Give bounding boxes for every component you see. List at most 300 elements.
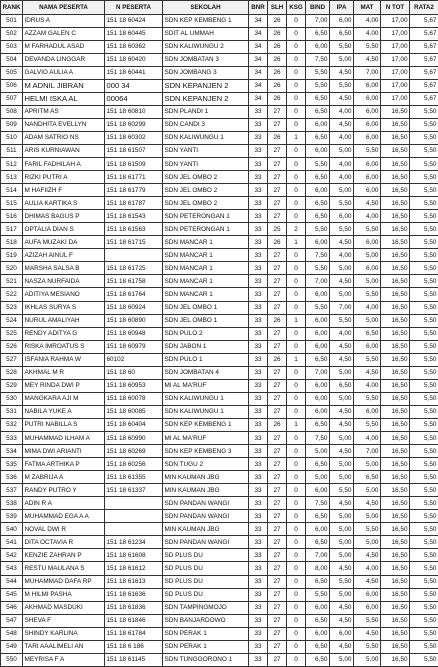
mat-score-cell: 4,50 [354, 197, 381, 210]
blank-cell: 0 [287, 445, 306, 458]
name-cell: NURUL AMALIYAH [23, 314, 105, 327]
ipa-score-cell: 4,50 [330, 275, 354, 288]
ipa-score-cell: 5,50 [330, 79, 354, 92]
mat-score-cell: 5,00 [354, 458, 381, 471]
table-row [1, 105, 438, 118]
mat-score-cell: 6,00 [354, 601, 381, 614]
mat-score-cell: 6,00 [354, 184, 381, 197]
table-row [1, 118, 438, 131]
total-score-cell: 16,50 [381, 614, 410, 627]
blank-cell: 0 [287, 301, 306, 314]
wrong-cell: 26 [268, 53, 287, 66]
total-score-cell: 16,50 [381, 471, 410, 484]
name-cell: AZZAM GALEN C [23, 27, 105, 40]
participant-no-cell: 151 18 61779 [105, 184, 163, 197]
wrong-cell: 27 [268, 445, 287, 458]
mat-score-cell: 6,00 [354, 236, 381, 249]
ipa-score-cell: 4,50 [330, 614, 354, 627]
wrong-cell: 26 [268, 40, 287, 53]
participant-no-cell: 151 18 60424 [105, 14, 163, 27]
school-cell: SDN JOMBATAN 4 [163, 366, 249, 379]
blank-cell: 0 [287, 484, 306, 497]
average-cell: 5,50 [410, 562, 438, 575]
bind-score-cell: 6,00 [306, 405, 330, 418]
name-cell: RESTU MAULANA S [23, 562, 105, 575]
header-row [1, 1, 438, 15]
mat-score-cell: 4,00 [354, 14, 381, 27]
rank-cell: 528 [1, 366, 23, 379]
average-cell: 5,50 [410, 144, 438, 157]
correct-cell: 33 [249, 536, 268, 549]
wrong-cell: 27 [268, 210, 287, 223]
participant-no-cell: 151 18 60404 [105, 418, 163, 431]
blank-cell: 1 [287, 418, 306, 431]
rank-cell: 523 [1, 301, 23, 314]
total-score-cell: 16,50 [381, 327, 410, 340]
ipa-score-cell: 4,50 [330, 353, 354, 366]
ipa-score-cell: 5,00 [330, 262, 354, 275]
name-cell: M ADNIL JIBRAN [23, 79, 105, 92]
mat-score-cell: 6,00 [354, 340, 381, 353]
table-row [1, 197, 438, 210]
name-cell: MANGKARA AJI M [23, 392, 105, 405]
correct-cell: 33 [249, 484, 268, 497]
bind-score-cell: 5,50 [306, 262, 330, 275]
table-row [1, 562, 438, 575]
average-cell: 5,50 [410, 653, 438, 666]
rank-cell: 522 [1, 288, 23, 301]
school-cell: SDN KEP KEMBENG 3 [163, 445, 249, 458]
bind-score-cell: 6,50 [306, 458, 330, 471]
total-score-cell: 16,50 [381, 314, 410, 327]
participant-no-cell: 151 18 61145 [105, 653, 163, 666]
correct-cell: 33 [249, 353, 268, 366]
name-cell: MUHAMMAD ILHAM A [23, 432, 105, 445]
mat-score-cell: 6,00 [354, 131, 381, 144]
wrong-cell: 27 [268, 497, 287, 510]
rank-cell: 524 [1, 314, 23, 327]
average-cell: 5,50 [410, 627, 438, 640]
total-score-cell: 17,00 [381, 40, 410, 53]
blank-cell: 0 [287, 171, 306, 184]
mat-score-cell: 5,50 [354, 418, 381, 431]
total-score-cell: 16,50 [381, 653, 410, 666]
wrong-cell: 27 [268, 588, 287, 601]
bind-score-cell: 6,00 [306, 601, 330, 614]
rank-cell: 501 [1, 14, 23, 27]
mat-score-cell: 6,00 [354, 105, 381, 118]
participant-no-cell: 151 18 61787 [105, 197, 163, 210]
average-cell: 5,67 [410, 27, 438, 40]
name-cell: MUHAMMAD EGA A A [23, 510, 105, 523]
name-cell: PUTRI NABILLA S [23, 418, 105, 431]
header-school: SEKOLAH [163, 1, 249, 15]
mat-score-cell: 6,00 [354, 92, 381, 105]
bind-score-cell: 6,50 [306, 614, 330, 627]
table-row [1, 379, 438, 392]
school-cell: MIN KAUMAN JBG [163, 471, 249, 484]
name-cell: RANDY PUTRO Y [23, 484, 105, 497]
average-cell: 5,50 [410, 445, 438, 458]
table-row [1, 327, 438, 340]
average-cell: 5,50 [410, 197, 438, 210]
participant-no-cell: 151 18 60078 [105, 392, 163, 405]
correct-cell: 33 [249, 392, 268, 405]
average-cell: 5,50 [410, 640, 438, 653]
blank-cell: 0 [287, 653, 306, 666]
mat-score-cell: 5,50 [354, 144, 381, 157]
participant-no-cell: 151 18 6 186 [105, 640, 163, 653]
correct-cell: 33 [249, 171, 268, 184]
correct-cell: 34 [249, 92, 268, 105]
table-row [1, 523, 438, 536]
correct-cell: 33 [249, 301, 268, 314]
average-cell: 5,67 [410, 14, 438, 27]
table-row [1, 236, 438, 249]
table-row [1, 484, 438, 497]
wrong-cell: 27 [268, 184, 287, 197]
total-score-cell: 16,50 [381, 562, 410, 575]
mat-score-cell: 6,50 [354, 471, 381, 484]
table-row [1, 288, 438, 301]
average-cell: 5,50 [410, 510, 438, 523]
ipa-score-cell: 4,00 [330, 249, 354, 262]
wrong-cell: 27 [268, 392, 287, 405]
correct-cell: 33 [249, 510, 268, 523]
blank-cell: 0 [287, 275, 306, 288]
participant-no-cell: 151 18 61636 [105, 588, 163, 601]
mat-score-cell: 4,50 [354, 549, 381, 562]
wrong-cell: 27 [268, 301, 287, 314]
average-cell: 5,50 [410, 523, 438, 536]
mat-score-cell: 4,00 [354, 301, 381, 314]
total-score-cell: 16,50 [381, 118, 410, 131]
wrong-cell: 27 [268, 197, 287, 210]
rank-cell: 508 [1, 105, 23, 118]
rank-cell: 503 [1, 40, 23, 53]
mat-score-cell: 5,50 [354, 353, 381, 366]
average-cell: 5,50 [410, 184, 438, 197]
rank-cell: 509 [1, 118, 23, 131]
average-cell: 5,50 [410, 614, 438, 627]
name-cell: ARIS KURNIAWAN [23, 144, 105, 157]
participant-no-cell: 151 18 60299 [105, 118, 163, 131]
table-row [1, 405, 438, 418]
name-cell: FATMA ARTHIKA P [23, 458, 105, 471]
name-cell: AUFA MUZAKI DA [23, 236, 105, 249]
header-wrong: SLH [268, 1, 287, 15]
ipa-score-cell: 5,50 [330, 484, 354, 497]
blank-cell: 1 [287, 314, 306, 327]
average-cell: 5,67 [410, 66, 438, 79]
average-cell: 5,50 [410, 366, 438, 379]
wrong-cell: 27 [268, 575, 287, 588]
name-cell: OPTALIA DIAN S [23, 223, 105, 236]
ipa-score-cell: 5,00 [330, 144, 354, 157]
school-cell: SDN KEP KEMBENG 1 [163, 418, 249, 431]
blank-cell: 0 [287, 79, 306, 92]
rank-cell: 531 [1, 405, 23, 418]
bind-score-cell: 5,50 [306, 79, 330, 92]
wrong-cell: 27 [268, 288, 287, 301]
total-score-cell: 16,50 [381, 353, 410, 366]
total-score-cell: 16,50 [381, 497, 410, 510]
school-cell: SDN KALIWUNGU 1 [163, 392, 249, 405]
name-cell: AZIZAH AINUL F [23, 249, 105, 262]
bind-score-cell: 6,00 [306, 184, 330, 197]
rank-cell: 543 [1, 562, 23, 575]
total-score-cell: 17,00 [381, 92, 410, 105]
total-score-cell: 16,50 [381, 432, 410, 445]
school-cell: SDN PANDAN WANGI [163, 536, 249, 549]
average-cell: 5,50 [410, 158, 438, 171]
correct-cell: 33 [249, 445, 268, 458]
correct-cell: 33 [249, 131, 268, 144]
total-score-cell: 16,50 [381, 523, 410, 536]
mat-score-cell: 4,50 [354, 53, 381, 66]
total-score-cell: 16,50 [381, 262, 410, 275]
ipa-score-cell: 4,50 [330, 445, 354, 458]
school-cell: SDN TUNGGORONO 1 [163, 653, 249, 666]
wrong-cell: 26 [268, 131, 287, 144]
blank-cell: 0 [287, 158, 306, 171]
school-cell: MI AL MA'RUF [163, 432, 249, 445]
wrong-cell: 27 [268, 405, 287, 418]
bind-score-cell: 6,00 [306, 314, 330, 327]
bind-score-cell: 5,50 [306, 66, 330, 79]
correct-cell: 33 [249, 601, 268, 614]
participant-no-cell: 151 18 60441 [105, 66, 163, 79]
participant-no-cell: 151 18 61784 [105, 627, 163, 640]
name-cell: RIZKI PUTRI A [23, 171, 105, 184]
average-cell: 5,50 [410, 575, 438, 588]
participant-no-cell: 151 18 60362 [105, 40, 163, 53]
name-cell: NABILA YUKE A [23, 405, 105, 418]
participant-no-cell: 151 18 61337 [105, 484, 163, 497]
ipa-score-cell: 4,50 [330, 640, 354, 653]
correct-cell: 33 [249, 627, 268, 640]
school-cell: SDN MANCAR 1 [163, 275, 249, 288]
school-cell: SDN JOMBATAN 3 [163, 53, 249, 66]
total-score-cell: 16,50 [381, 445, 410, 458]
bind-score-cell: 6,00 [306, 340, 330, 353]
wrong-cell: 27 [268, 366, 287, 379]
table-row [1, 144, 438, 157]
blank-cell: 1 [287, 353, 306, 366]
total-score-cell: 16,50 [381, 418, 410, 431]
rank-cell: 538 [1, 497, 23, 510]
ipa-score-cell: 5,00 [330, 288, 354, 301]
mat-score-cell: 6,00 [354, 405, 381, 418]
average-cell: 5,50 [410, 340, 438, 353]
bind-score-cell: 6,00 [306, 484, 330, 497]
mat-score-cell: 4,00 [354, 562, 381, 575]
blank-cell: 0 [287, 118, 306, 131]
mat-score-cell: 5,50 [354, 40, 381, 53]
mat-score-cell: 6,00 [354, 171, 381, 184]
name-cell: SHEVA F [23, 614, 105, 627]
mat-score-cell: 5,50 [354, 392, 381, 405]
average-cell: 5,50 [410, 223, 438, 236]
average-cell: 5,50 [410, 262, 438, 275]
correct-cell: 33 [249, 105, 268, 118]
mat-score-cell: 4,00 [354, 27, 381, 40]
total-score-cell: 17,00 [381, 53, 410, 66]
wrong-cell: 26 [268, 79, 287, 92]
bind-score-cell: 6,50 [306, 510, 330, 523]
wrong-cell: 27 [268, 340, 287, 353]
rank-cell: 547 [1, 614, 23, 627]
total-score-cell: 16,50 [381, 275, 410, 288]
wrong-cell: 26 [268, 353, 287, 366]
correct-cell: 33 [249, 288, 268, 301]
participant-no-cell: 151 18 61355 [105, 471, 163, 484]
wrong-cell: 27 [268, 171, 287, 184]
average-cell: 5,50 [410, 301, 438, 314]
rank-cell: 549 [1, 640, 23, 653]
header-total: N TOT [381, 1, 410, 15]
mat-score-cell: 6,00 [354, 158, 381, 171]
blank-cell: 0 [287, 379, 306, 392]
correct-cell: 34 [249, 79, 268, 92]
bind-score-cell: 6,00 [306, 40, 330, 53]
name-cell: KENZIE ZAHRAN P [23, 549, 105, 562]
correct-cell: 33 [249, 158, 268, 171]
correct-cell: 33 [249, 549, 268, 562]
participant-no-cell: 151 18 60990 [105, 432, 163, 445]
rank-cell: 534 [1, 445, 23, 458]
correct-cell: 33 [249, 458, 268, 471]
blank-cell: 0 [287, 340, 306, 353]
mat-score-cell: 6,00 [354, 118, 381, 131]
rank-cell: 518 [1, 236, 23, 249]
rank-cell: 544 [1, 575, 23, 588]
wrong-cell: 26 [268, 418, 287, 431]
mat-score-cell: 5,00 [354, 653, 381, 666]
rank-cell: 550 [1, 653, 23, 666]
total-score-cell: 16,50 [381, 223, 410, 236]
wrong-cell: 27 [268, 327, 287, 340]
bind-score-cell: 6,50 [306, 27, 330, 40]
wrong-cell: 27 [268, 536, 287, 549]
table-row [1, 432, 438, 445]
average-cell: 5,50 [410, 484, 438, 497]
participant-no-cell: 151 18 60924 [105, 301, 163, 314]
name-cell: AULIA KARTIKA S [23, 197, 105, 210]
bind-score-cell: 7,50 [306, 249, 330, 262]
rank-cell: 504 [1, 53, 23, 66]
table-row [1, 262, 438, 275]
wrong-cell: 27 [268, 614, 287, 627]
total-score-cell: 16,50 [381, 575, 410, 588]
participant-no-cell: 151 18 60085 [105, 405, 163, 418]
ipa-score-cell: 5,00 [330, 510, 354, 523]
wrong-cell: 27 [268, 262, 287, 275]
table-row [1, 549, 438, 562]
school-cell: SDN TAMPINGMOJO [163, 601, 249, 614]
blank-cell: 0 [287, 53, 306, 66]
blank-cell: 0 [287, 627, 306, 640]
blank-cell: 0 [287, 432, 306, 445]
table-row [1, 210, 438, 223]
mat-score-cell: 6,00 [354, 588, 381, 601]
correct-cell: 33 [249, 184, 268, 197]
mat-score-cell: 4,00 [354, 379, 381, 392]
name-cell: SHINDY KARLINA [23, 627, 105, 640]
rank-cell: 542 [1, 549, 23, 562]
rank-cell: 545 [1, 588, 23, 601]
school-cell: SDN PETERONGAN 1 [163, 223, 249, 236]
mat-score-cell: 5,00 [354, 484, 381, 497]
ipa-score-cell: 4,50 [330, 236, 354, 249]
bind-score-cell: 5,50 [306, 588, 330, 601]
bind-score-cell: 7,50 [306, 497, 330, 510]
mat-score-cell: 5,50 [354, 223, 381, 236]
total-score-cell: 16,50 [381, 105, 410, 118]
correct-cell: 33 [249, 379, 268, 392]
wrong-cell: 27 [268, 653, 287, 666]
table-row [1, 184, 438, 197]
name-cell: DITA OCTAVIA R [23, 536, 105, 549]
participant-no-cell: 151 18 60302 [105, 131, 163, 144]
ipa-score-cell: 5,00 [330, 366, 354, 379]
average-cell: 5,50 [410, 236, 438, 249]
rank-cell: 529 [1, 379, 23, 392]
correct-cell: 33 [249, 614, 268, 627]
average-cell: 5,50 [410, 353, 438, 366]
blank-cell: 0 [287, 92, 306, 105]
participant-no-cell: 151 18 60890 [105, 314, 163, 327]
name-cell: MIMA DWI ARIANTI [23, 445, 105, 458]
header-average: RATA2 [410, 1, 438, 15]
correct-cell: 34 [249, 27, 268, 40]
ipa-score-cell: 4,50 [330, 340, 354, 353]
table-row [1, 14, 438, 27]
correct-cell: 33 [249, 314, 268, 327]
school-cell: SDN JEL OMBO 2 [163, 184, 249, 197]
rank-cell: 526 [1, 340, 23, 353]
wrong-cell: 27 [268, 562, 287, 575]
participant-no-cell: 151 18 61234 [105, 536, 163, 549]
wrong-cell: 26 [268, 236, 287, 249]
ipa-score-cell: 5,00 [330, 184, 354, 197]
name-cell: MEY RINDA DWI P [23, 379, 105, 392]
wrong-cell: 27 [268, 510, 287, 523]
name-cell: DHIMAS BAGUS P [23, 210, 105, 223]
participant-no-cell: 151 18 60810 [105, 105, 163, 118]
mat-score-cell: 5,50 [354, 640, 381, 653]
mat-score-cell: 6,00 [354, 79, 381, 92]
bind-score-cell: 6,00 [306, 627, 330, 640]
table-row [1, 471, 438, 484]
total-score-cell: 16,50 [381, 627, 410, 640]
mat-score-cell: 5,00 [354, 275, 381, 288]
blank-cell: 0 [287, 562, 306, 575]
school-cell: SDN PANDAN WANGI [163, 510, 249, 523]
name-cell: MEYRISA F A [23, 653, 105, 666]
wrong-cell: 27 [268, 432, 287, 445]
ipa-score-cell: 5,00 [330, 588, 354, 601]
rank-cell: 548 [1, 627, 23, 640]
name-cell: M ZABRIJA A [23, 471, 105, 484]
ipa-score-cell: 5,00 [330, 471, 354, 484]
mat-score-cell: 5,00 [354, 536, 381, 549]
rank-cell: 530 [1, 392, 23, 405]
average-cell: 5,50 [410, 497, 438, 510]
blank-cell: 0 [287, 614, 306, 627]
participant-no-cell: 151 18 60269 [105, 445, 163, 458]
rank-cell: 525 [1, 327, 23, 340]
